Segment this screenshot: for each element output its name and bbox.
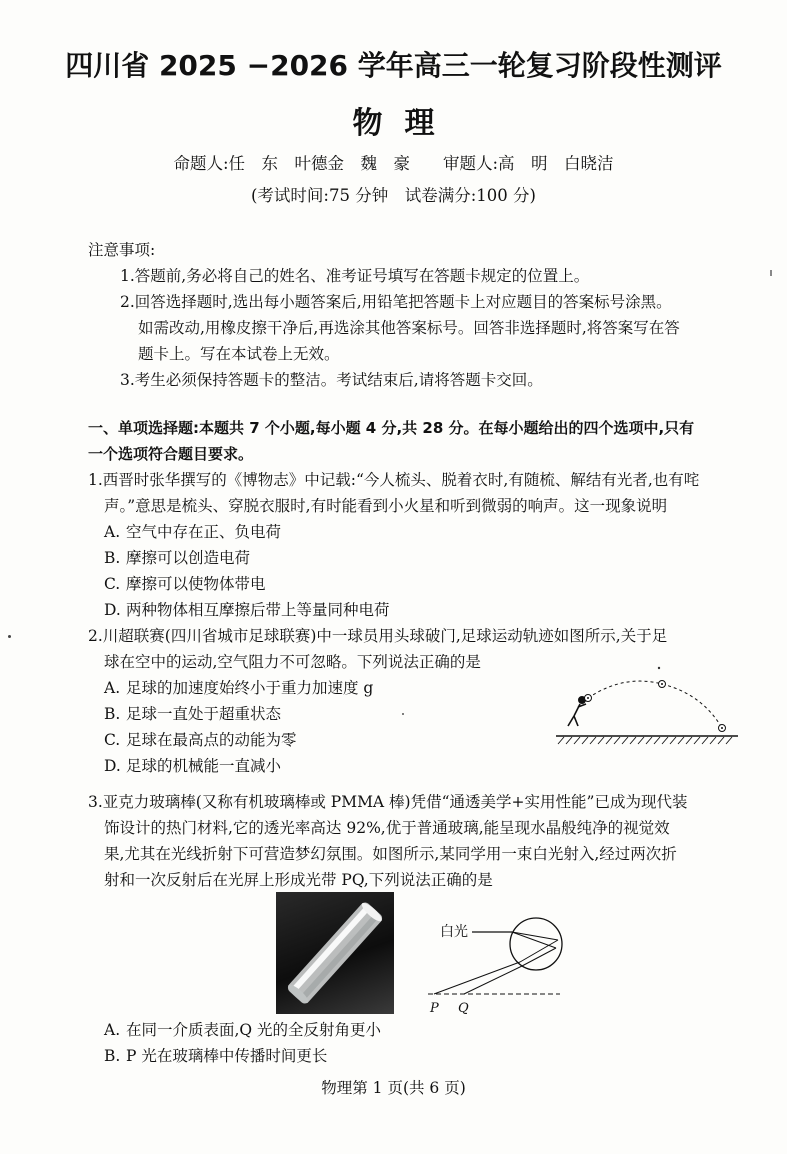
option-text: 摩擦可以创造电荷 (126, 549, 251, 567)
refracted-ray-q (512, 932, 556, 948)
option-letter: A. (104, 679, 121, 697)
section-heading: 一个选项符合题目要求。 (88, 445, 254, 463)
football-trajectory-figure (552, 660, 742, 750)
option-letter: C. (104, 575, 121, 593)
question-2-stem: 2.川超联赛(四川省城市足球联赛)中一球员用头球破门,足球运动轨迹如图所示,关于足 (88, 627, 668, 645)
speck (658, 667, 660, 669)
option-text: 足球在最高点的动能为零 (126, 731, 297, 749)
question-3-stem: 饰设计的热门材料,它的透光率高达 92%,优于普通玻璃,能呈现水晶般纯净的视觉效 (104, 819, 670, 837)
optics-diagram (420, 898, 570, 1018)
question-1-stem: 声。”意思是梳头、穿脱衣服时,有时能看到小火星和听到微弱的响声。这一现象说明 (104, 497, 668, 515)
trajectory-path (588, 681, 722, 728)
notice-line: 2.回答选择题时,选出每小题答案后,用铅笔把答题卡上对应题目的答案标号涂黑。 (120, 293, 672, 311)
ground-hatching (558, 737, 732, 744)
question-1-option-c (104, 574, 266, 594)
option-letter: B. (104, 549, 121, 567)
section-heading: 一、单项选择题:本题共 7 个小题,每小题 4 分,共 28 分。在每小题给出的四个选项中,只有 (88, 419, 695, 437)
notice-line: 题卡上。写在本试卷上无效。 (138, 345, 340, 363)
question-3-stem: 3.亚克力玻璃棒(又称有机玻璃棒或 PMMA 棒)凭借“通透美学+实用性能”已成为现代装 (88, 793, 688, 811)
option-letter: A. (104, 1021, 121, 1039)
question-1-option-a (104, 522, 281, 542)
question-3-option-a (104, 1020, 381, 1040)
question-1-option-b (104, 548, 250, 568)
rod-cross-section (510, 918, 562, 970)
player-icon (568, 697, 586, 726)
question-1-stem: 1.西晋时张华撰写的《博物志》中记载:“今人梳头、脱着衣时,有随梳、解结有光者,也有咤 (88, 471, 700, 489)
exit-ray-p (434, 962, 520, 994)
option-text: 摩擦可以使物体带电 (126, 575, 266, 593)
acrylic-rod-photo (276, 892, 394, 1014)
option-text: P 光在玻璃棒中传播时间更长 (126, 1047, 328, 1065)
exam-title: 四川省 2025 −2026 学年高三一轮复习阶段性测评 (65, 49, 722, 82)
acrylic-rod-image (276, 892, 394, 1014)
scan-speck (8, 635, 11, 638)
option-text: 在同一介质表面,Q 光的全反射角更小 (126, 1021, 382, 1039)
option-letter: A. (104, 523, 121, 541)
exam-info: (考试时间:75 分钟 试卷满分:100 分) (251, 186, 536, 205)
option-letter: D. (104, 601, 121, 619)
option-letter: B. (104, 705, 121, 723)
p-label: P (430, 1001, 439, 1016)
question-2-option-b (104, 704, 281, 724)
question-2-stem: 球在空中的运动,空气阻力不可忽略。下列说法正确的是 (104, 653, 481, 671)
q-label: Q (458, 1001, 469, 1016)
scan-speck (770, 270, 772, 276)
option-text: 空气中存在正、负电荷 (126, 523, 282, 541)
authors-line: 命题人:任 东 叶德金 魏 豪 审题人:高 明 白晓洁 (173, 154, 614, 173)
option-letter: D. (104, 757, 121, 775)
football-pattern (587, 683, 723, 729)
notice-line: 3.考生必须保持答题卡的整洁。考试结束后,请将答题卡交回。 (120, 371, 543, 389)
subject-title: 物理 (352, 106, 457, 141)
option-text: 足球一直处于超重状态 (126, 705, 282, 723)
refracted-ray-p (512, 932, 558, 940)
question-2-option-a (104, 678, 373, 698)
notice-heading: 注意事项: (88, 241, 156, 259)
notice-line: 1.答题前,务必将自己的姓名、准考证号填写在答题卡规定的位置上。 (120, 267, 590, 285)
option-letter: C. (104, 731, 121, 749)
white-light-label: 白光 (440, 924, 468, 940)
question-3-option-b (104, 1046, 327, 1066)
reflected-ray-p (520, 940, 558, 962)
question-3-stem: 果,尤其在光线折射下可营造梦幻氛围。如图所示,某同学用一束白光射入,经过两次折 (104, 845, 677, 863)
question-2-option-c (104, 730, 297, 750)
question-1-option-d (104, 600, 390, 620)
notice-line: 如需改动,用橡皮擦干净后,再选涂其他答案标号。回答非选择题时,将答案写在答 (138, 319, 680, 337)
scan-speck (402, 713, 404, 715)
page-footer: 物理第 1 页(共 6 页) (321, 1079, 466, 1097)
question-3-stem: 射和一次反射后在光屏上形成光带 PQ,下列说法正确的是 (104, 871, 493, 889)
option-letter: B. (104, 1047, 121, 1065)
option-text: 足球的加速度始终小于重力加速度 g (126, 679, 374, 697)
option-text: 足球的机械能一直减小 (126, 757, 282, 775)
question-2-option-d (104, 756, 281, 776)
option-text: 两种物体相互摩擦后带上等量同种电荷 (126, 601, 390, 619)
